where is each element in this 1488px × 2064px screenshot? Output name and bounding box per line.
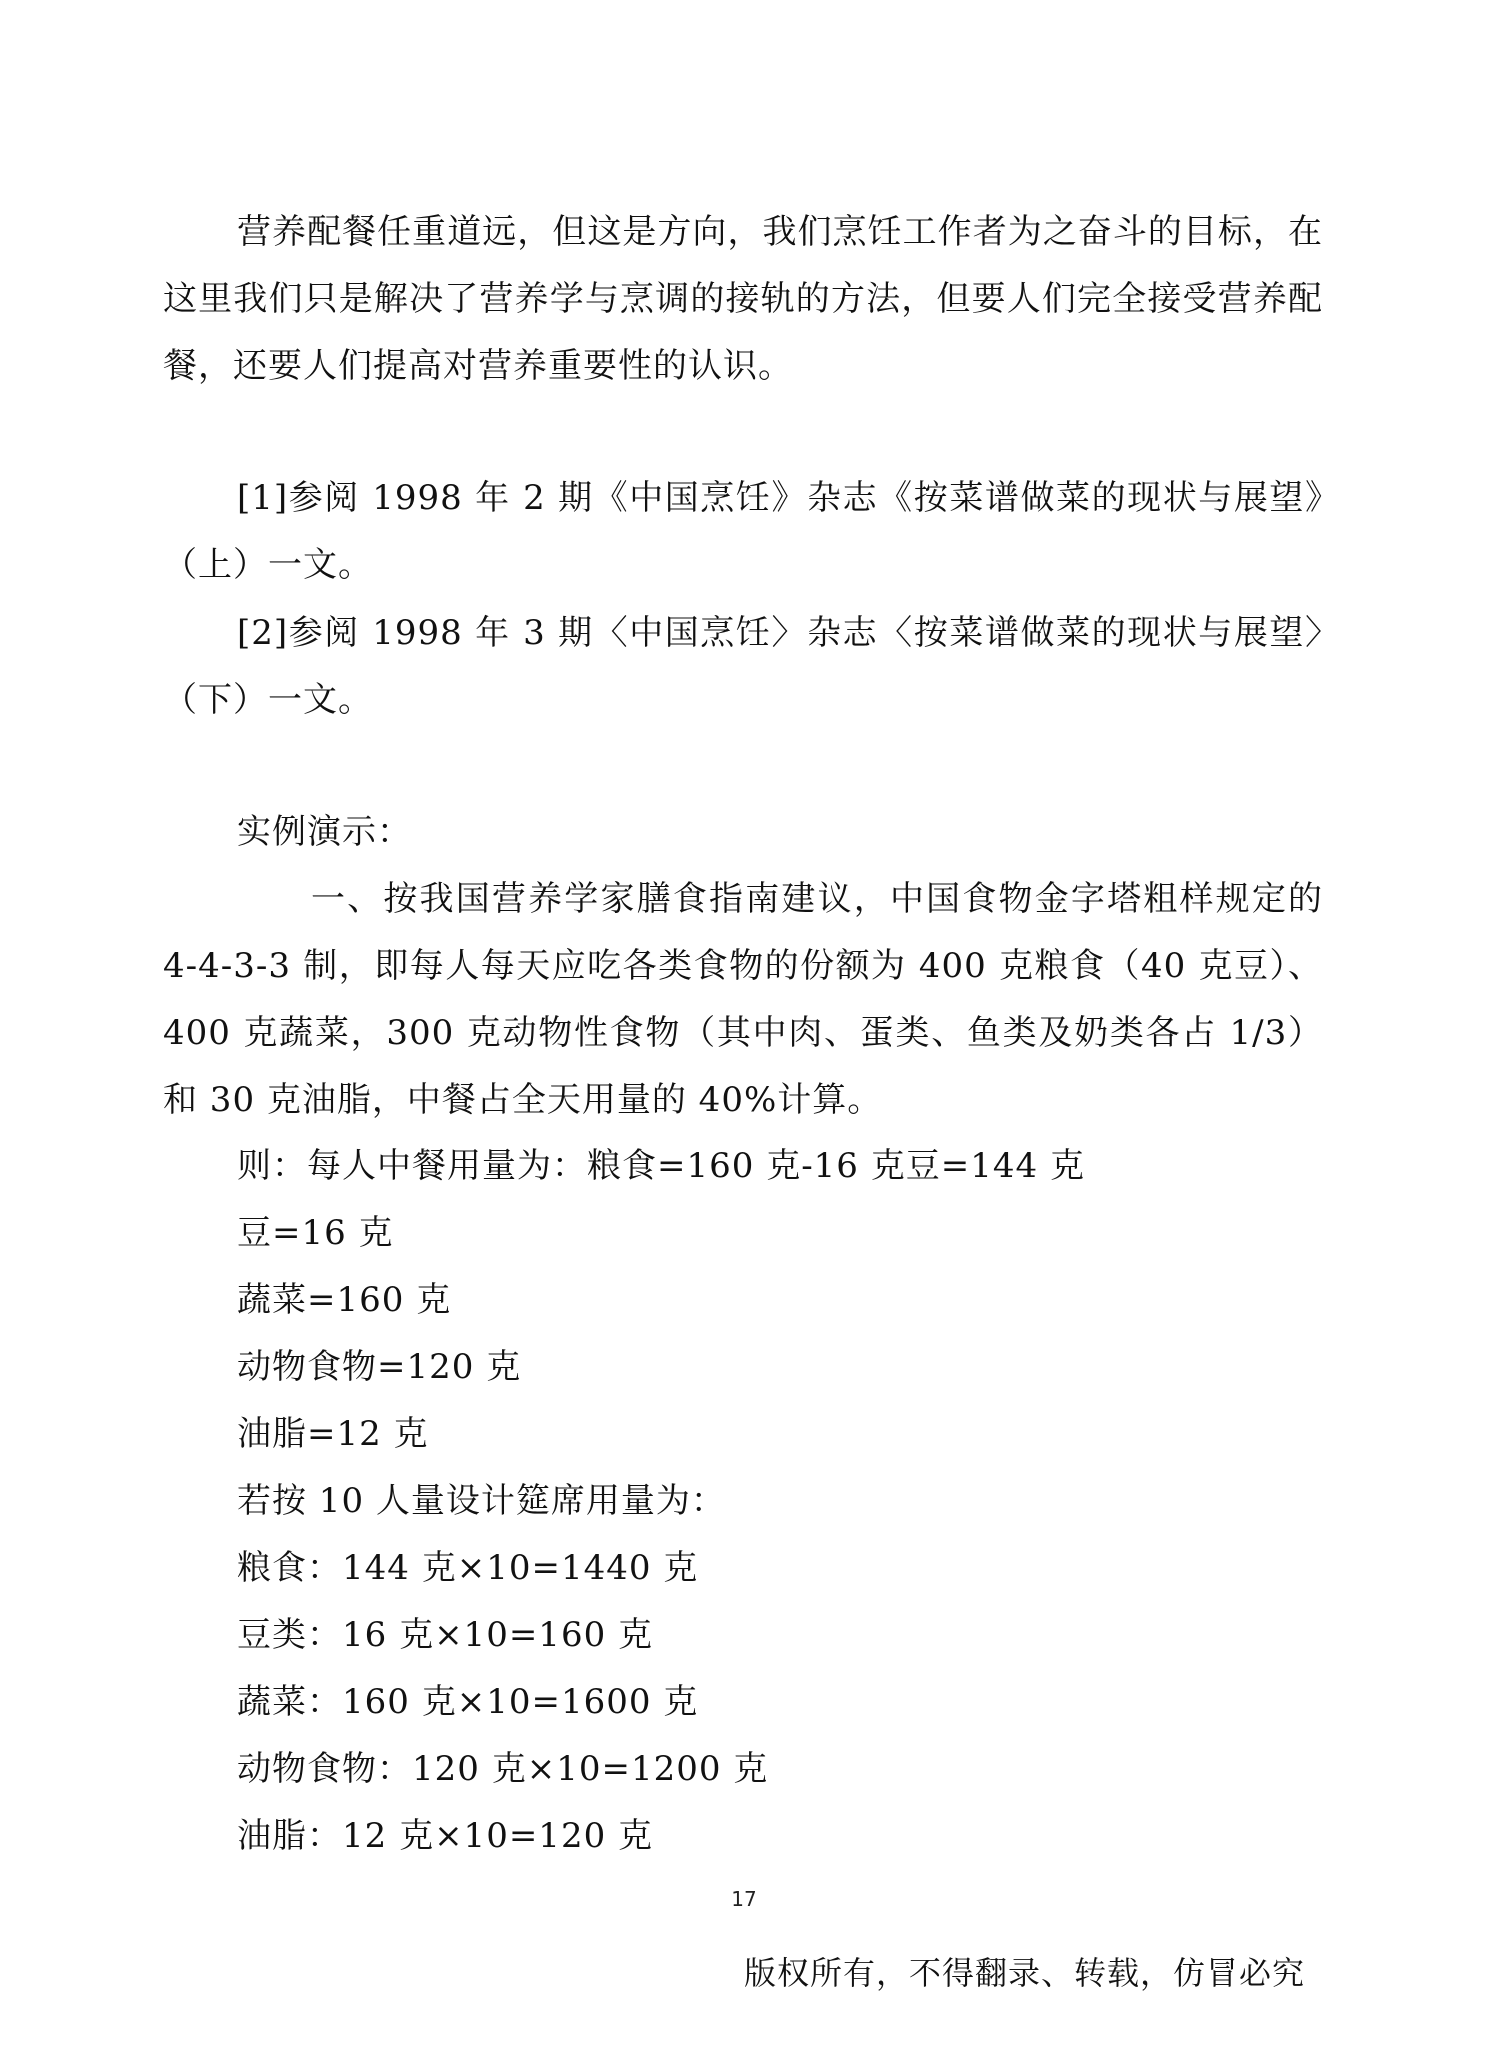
copyright-notice: 版权所有，不得翻录、转载，仿冒必究 xyxy=(744,1954,1306,1992)
intro-paragraph: 营养配餐任重道远，但这是方向，我们烹饪工作者为之奋斗的目标，在这里我们只是解决了营养学与烹调的接轨的方法，但要人们完全接受营养配餐，还要人们提高对营养重要性的认识。 xyxy=(163,212,1323,386)
calc-line-banquet-intro: 若按 10 人量设计筵席用量为： xyxy=(237,1481,726,1521)
calc-line-oil: 油脂=12 克 xyxy=(237,1414,429,1454)
example-item-1: 一、按我国营养学家膳食指南建议，中国食物金字塔粗样规定的 4-4-3-3 制，即每人每天应吃各类食物的份额为 400 克粮食（40 克豆）、400 克蔬菜，300 克动物性食物（其中肉、蛋类、鱼类及奶类各占 1/3）和 30 克油脂，中餐占全天用量的 40%计算。 xyxy=(163,879,1323,1120)
calc-line-banquet-beans: 豆类：16 克×10=160 克 xyxy=(237,1615,654,1655)
calc-line-beans: 豆=16 克 xyxy=(237,1213,394,1253)
calc-line-banquet-vegetables: 蔬菜：160 克×10=1600 克 xyxy=(237,1682,699,1722)
reference-2: [2]参阅 1998 年 3 期〈中国烹饪〉杂志〈按菜谱做菜的现状与展望〉（下）一文。 xyxy=(163,613,1323,720)
calc-line-vegetables: 蔬菜=160 克 xyxy=(237,1280,452,1320)
example-heading: 实例演示： xyxy=(237,812,412,852)
calc-line-banquet-animal-food: 动物食物：120 克×10=1200 克 xyxy=(237,1749,769,1789)
calc-line-lunch-per-person: 则：每人中餐用量为：粮食=160 克-16 克豆=144 克 xyxy=(237,1146,1085,1186)
calc-line-banquet-oil: 油脂：12 克×10=120 克 xyxy=(237,1816,654,1856)
reference-1: [1]参阅 1998 年 2 期《中国烹饪》杂志《按菜谱做菜的现状与展望》（上）一文。 xyxy=(163,478,1323,585)
calc-line-animal-food: 动物食物=120 克 xyxy=(237,1347,522,1387)
page-number: 17 xyxy=(731,1887,757,1911)
calc-line-banquet-grain: 粮食：144 克×10=1440 克 xyxy=(237,1548,699,1588)
